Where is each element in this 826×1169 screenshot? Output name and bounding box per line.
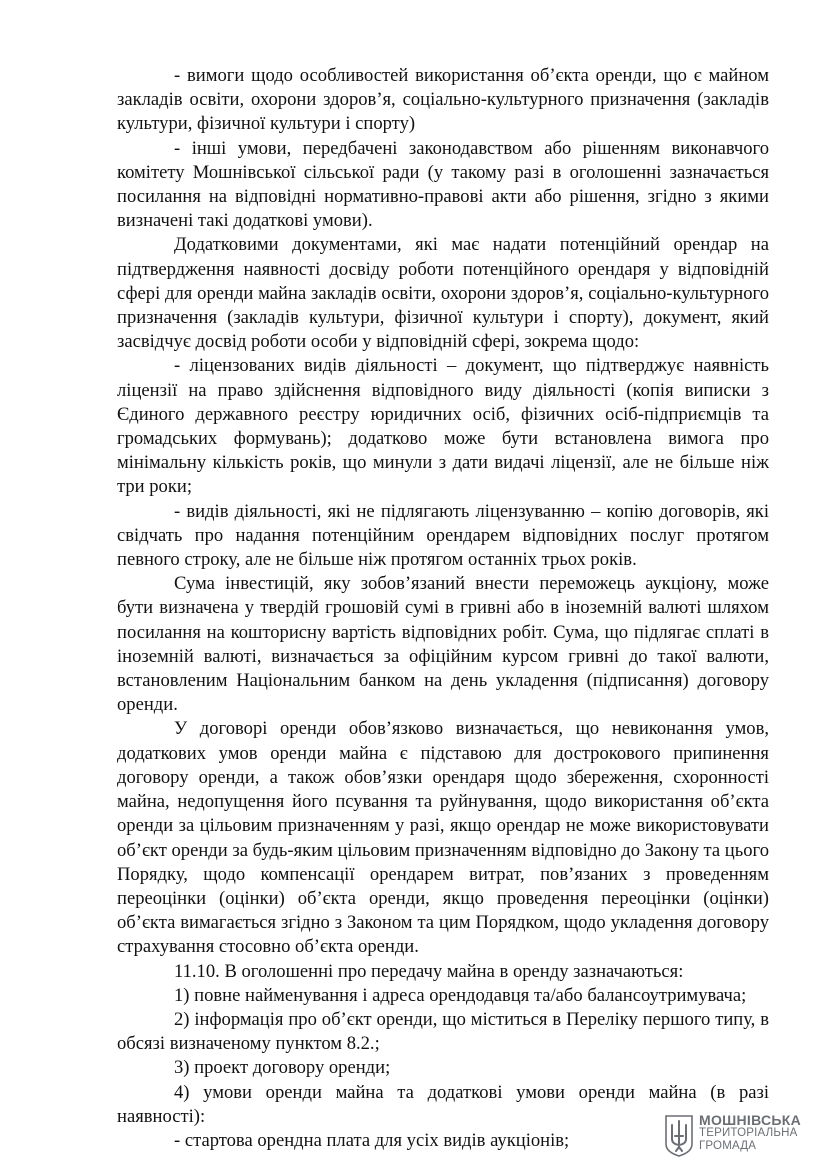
paragraph: 2) інформація про об’єкт оренди, що міститься в Переліку першого типу, в обсязі визначеному пунктом 8.2.; <box>117 1008 769 1055</box>
paragraph: - стартова орендна плата для усіх видів аукціонів; <box>174 1129 570 1151</box>
paragraph: Сума інвестицій, яку зобов’язаний внести переможець аукціону, може бути визначена у твердій грошовій сумі в гривні або в іноземній валюті шляхом посилання на кошторисну вартість відповідних робіт. Сума, що підлягає сплаті в іноземній валюті, визначається за офіційним курсом гривні до такої валюти, встановленим Національним банком на день укладення (підписання) договору оренди. <box>117 573 769 716</box>
paragraph: 3) проект договору оренди; <box>174 1057 391 1079</box>
paragraph: - ліцензованих видів діяльності – документ, що підтверджує наявність ліцензії на право здійснення відповідного виду діяльності (копія виписки з Єдиного державного реєстру юридичних осіб, фізичних осіб-підприємців та громадських формувань); додатково може бути встановлена вимога про мінімальну кількість років, що минули з дати видачі ліцензії, але не більше ніж три роки; <box>117 355 769 498</box>
logo-subtitle-line2: ГРОМАДА <box>699 1140 757 1152</box>
paragraph: - вимоги щодо особливостей використання об’єкта оренди, що є майном закладів освіти, охорони здоров’я, соціально-культурного призначення (закладів культури, фізичної культури і спорту) <box>117 65 769 135</box>
paragraph: У договорі оренди обов’язково визначається, що невиконання умов, додаткових умов оренди майна є підставою для дострокового припинення договору оренди, а також обов’язки орендаря щодо збереження, схоронності майна, недопущення його псування та руйнування, щодо використання об’єкта оренди за цільовим призначенням у разі, якщо орендар не може використовувати об’єкт оренди за будь-яким цільовим призначенням відповідно до Закону та цього Порядку, щодо компенсації орендарем витрат, пов’язаних з проведенням переоцінки (оцінки) об’єкта оренди, якщо проведення переоцінки (оцінки) об’єкта вимагається згідно з Законом та цим Порядком, щодо укладення договору страхування стосовно об’єкта оренди. <box>117 718 769 958</box>
paragraph: 11.10. В оголошенні про передачу майна в оренду зазначаються: <box>174 960 684 982</box>
document-body <box>117 64 769 1153</box>
paragraph: 1) повне найменування і адреса орендодавця та/або балансоутримувача; <box>174 984 747 1006</box>
logo-name: МОШНІВСЬКА <box>699 1112 802 1128</box>
paragraph: - видів діяльності, які не підлягають ліцензуванню – копію договорів, які свідчать про надання потенційним орендарем відповідних послуг протягом певного строку, але не більше ніж протягом останніх трьох років. <box>117 500 769 571</box>
logo-subtitle-line1: ТЕРИТОРІАЛЬНА <box>699 1127 798 1139</box>
paragraph: Додатковими документами, які має надати потенційний орендар на підтвердження наявності досвіду роботи потенційного орендаря у відповідній сфері для оренди майна закладів освіти, охорони здоров’я, соціально-культурного призначення (закладів культури, фізичної культури і спорту), документ, який засвідчує досвід роботи особи у відповідній сфері, зокрема щодо: <box>117 234 769 353</box>
trident-emblem-icon <box>664 1114 694 1158</box>
paragraph: 4) умови оренди майна та додаткові умови оренди майна (в разі наявності): <box>117 1081 769 1127</box>
community-logo <box>664 1114 801 1158</box>
paragraph: - інші умови, передбачені законодавством або рішенням виконавчого комітету Мошнівської сільської ради (у такому разі в оголошенні зазначається посилання на відповідні нормативно-правові акти або рішення, згідно з якими визначені такі додаткові умови). <box>117 137 769 232</box>
